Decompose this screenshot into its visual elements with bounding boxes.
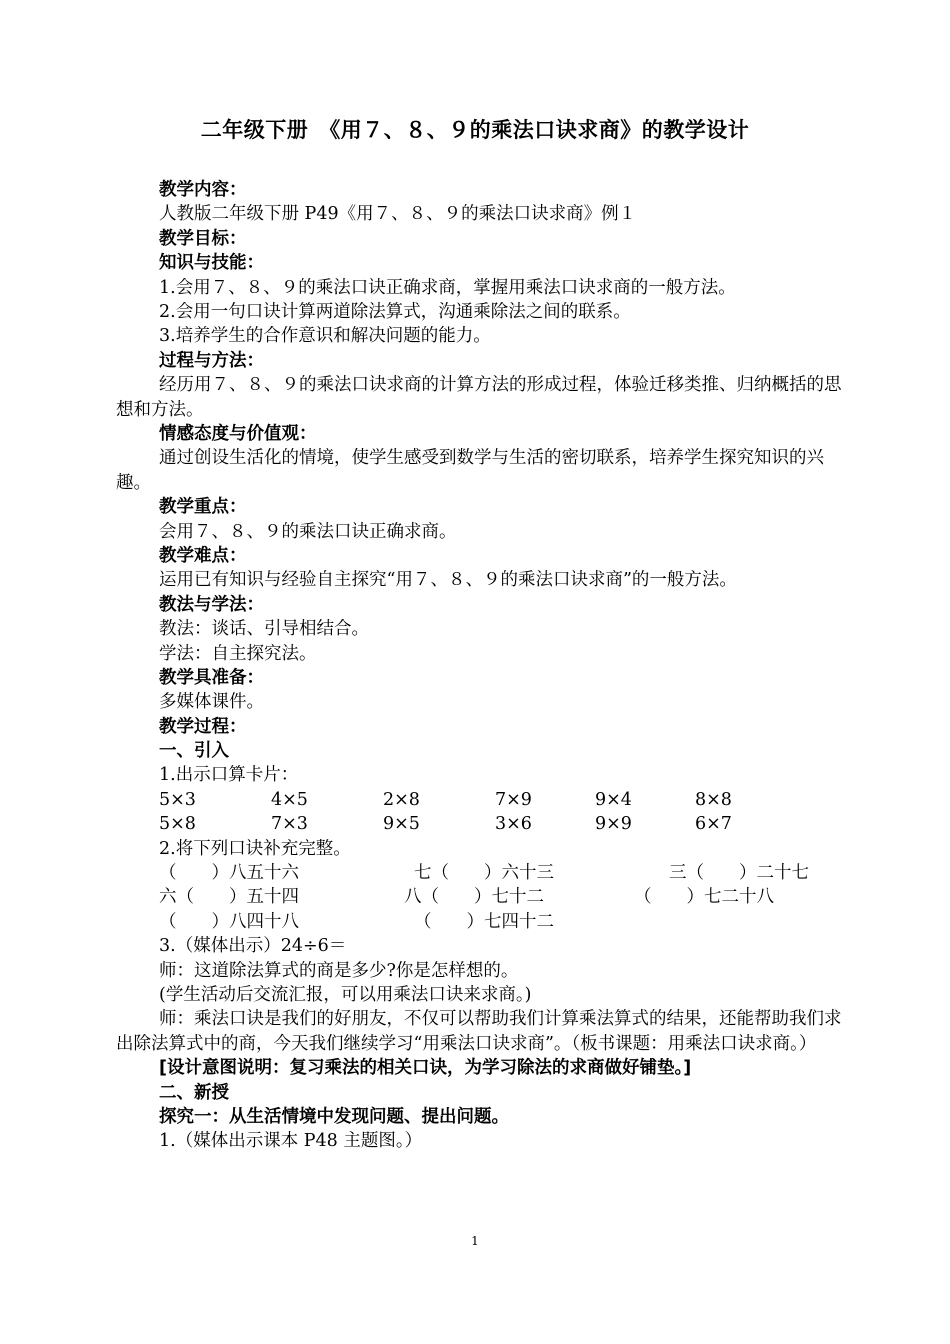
knowledge-heading: 知识与技能：	[159, 253, 264, 274]
emotion-text: 通过创设生活化的情境，使学生感受到数学与生活的密切联系，培养学生探究知识的兴趣。	[116, 448, 824, 493]
media-theme-picture: 1.（媒体出示课本 P48 主题图。）	[159, 1131, 423, 1152]
content-text: 人教版二年级下册 P49《用７、８、９的乘法口诀求商》例１	[159, 204, 637, 225]
card: 5×8	[159, 814, 196, 835]
card: 7×3	[271, 814, 308, 835]
method-heading: 教法与学法：	[159, 594, 264, 615]
key-point-heading: 教学重点：	[159, 497, 247, 518]
card: 8×8	[695, 789, 732, 810]
card: 2×8	[383, 789, 420, 810]
card: 9×5	[383, 814, 420, 835]
preparation-heading: 教学具准备：	[159, 667, 264, 688]
knowledge-item-2: 2.会用一句口诀计算两道除法算式，沟通乘除法之间的联系。	[159, 301, 631, 322]
knowledge-item-1: 1.会用７、８、９的乘法口诀正确求商，掌握用乘法口诀求商的一般方法。	[159, 277, 736, 298]
card-intro: 1.出示口算卡片：	[159, 765, 299, 786]
teaching-method: 教法：谈话、引导相结合。	[159, 619, 369, 640]
page-number: 1	[471, 1234, 479, 1248]
content-heading: 教学内容：	[159, 180, 247, 200]
fill-item: 七（ ）六十三	[414, 863, 554, 884]
learning-method: 学法：自主探究法。	[159, 643, 317, 664]
fill-intro: 2.将下列口诀补充完整。	[159, 838, 351, 859]
knowledge-item-3: 3.培养学生的合作意识和解决问题的能力。	[159, 326, 491, 347]
teacher-question: 师：这道除法算式的商是多少?你是怎样想的。	[159, 960, 519, 981]
card: 5×3	[159, 789, 196, 810]
media-question: 3.（媒体出示）24÷6＝	[159, 936, 347, 957]
procedure-heading: 教学过程：	[159, 716, 247, 737]
teacher-talk: 师：乘法口诀是我们的好朋友，不仅可以帮助我们计算乘法算式的结果，还能帮助我们求出除法算式中的商，今天我们继续学习“用乘法口诀求商”。（板书课题：用乘法口诀求商。）	[116, 1009, 842, 1054]
card: 6×7	[695, 814, 732, 835]
fill-item: （ ）八五十六	[159, 863, 299, 884]
fill-item: 八（ ）七十二	[404, 887, 544, 908]
document-title: 二年级下册 《用７、８、９的乘法口诀求商》的教学设计	[200, 118, 750, 142]
fill-item: 三（ ）二十七	[669, 863, 809, 884]
oral-cards-row-1	[116, 788, 846, 812]
card: 4×5	[271, 789, 308, 810]
fill-item: （ ）七二十八	[634, 887, 774, 908]
document-body	[116, 178, 846, 1154]
design-note: [设计意图说明：复习乘法的相关口诀，为学习除法的求商做好铺垫。]	[159, 1058, 692, 1079]
difficult-point-heading: 教学难点：	[159, 545, 247, 566]
preparation-text: 多媒体课件。	[159, 692, 264, 713]
process-heading: 过程与方法：	[159, 350, 264, 371]
explore-one-heading: 探究一：从生活情境中发现问题、提出问题。	[159, 1106, 509, 1127]
card: 3×6	[495, 814, 532, 835]
fill-item: （ ）八四十八	[159, 911, 299, 932]
part-two-heading: 二、新授	[159, 1082, 229, 1103]
fill-row-2	[116, 885, 846, 909]
fill-item: 六（ ）五十四	[159, 887, 299, 908]
key-point-text: 会用７、８、９的乘法口诀正确求商。	[159, 521, 457, 542]
card: 7×9	[495, 789, 532, 810]
difficult-point-text: 运用已有知识与经验自主探究“用７、８、９的乘法口诀求商”的一般方法。	[159, 570, 737, 591]
goals-heading: 教学目标：	[159, 228, 247, 249]
student-activity: (学生活动后交流汇报，可以用乘法口诀来求商。)	[159, 984, 532, 1005]
emotion-heading: 情感态度与价值观：	[159, 423, 317, 444]
fill-row-1	[116, 861, 846, 885]
card: 9×4	[595, 789, 632, 810]
fill-item: （ ）七四十二	[414, 911, 554, 932]
part-one-heading: 一、引入	[159, 741, 229, 762]
oral-cards-row-2	[116, 812, 846, 836]
process-text: 经历用７、８、９的乘法口诀求商的计算方法的形成过程，体验迁移类推、归纳概括的思想和方法。	[116, 375, 842, 420]
fill-row-3	[116, 910, 846, 934]
card: 9×9	[595, 814, 632, 835]
